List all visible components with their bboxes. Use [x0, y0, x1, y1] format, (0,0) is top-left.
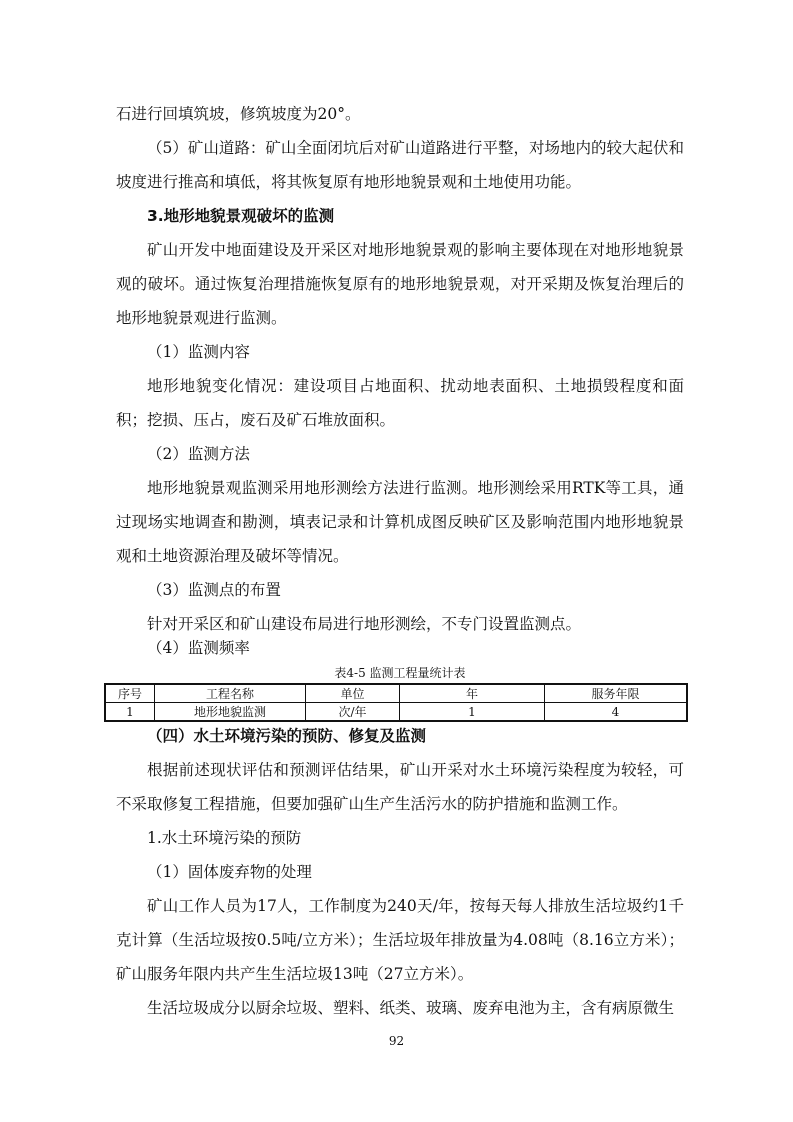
monitoring-quantity-table	[104, 683, 688, 722]
table-cell: 1	[400, 703, 545, 722]
paragraph-solid-waste: 矿山工作人员为17人，工作制度为240天/年，按每天每人排放生活垃圾约1千克计算（生活垃圾按0.5吨/立方米）；生活垃圾年排放量为4.08吨（8.16立方米）；矿山服务年限内共产生生活垃圾13吨（27立方米）。	[116, 897, 684, 983]
paragraph-backfill: 石进行回填筑坡，修筑坡度为20°。	[116, 105, 361, 123]
table-header-cell: 单位	[306, 684, 400, 703]
table-cell: 1	[105, 703, 155, 722]
paragraph-monitoring-points: 针对开采区和矿山建设布局进行地形测绘，不专门设置监测点。	[147, 615, 582, 633]
table-header-cell: 序号	[105, 684, 155, 703]
table-header-cell: 年	[400, 684, 545, 703]
section-heading-water-soil: （四）水土环境污染的预防、修复及监测	[147, 727, 427, 745]
paragraph-monitoring-method: 地形地貌景观监测采用地形测绘方法进行监测。地形测绘采用RTK等工具，通过现场实地调查和勘测，填表记录和计算机成图反映矿区及影响范围内地形地貌景观和土地资源治理及破坏等情况。	[116, 479, 684, 565]
table-header-row	[105, 684, 687, 703]
subheading-monitoring-frequency: （4）监测频率	[147, 639, 250, 657]
paragraph-monitoring-intro: 矿山开发中地面建设及开采区对地形地貌景观的影响主要体现在对地形地貌景观的破坏。通过恢复治理措施恢复原有的地形地貌景观，对开采期及恢复治理后的地形地貌景观进行监测。	[116, 241, 684, 327]
paragraph-evaluation: 根据前述现状评估和预测评估结果，矿山开采对水土环境污染程度为较轻，可不采取修复工程措施，但要加强矿山生产生活污水的防护措施和监测工作。	[116, 761, 684, 813]
subheading-solid-waste: （1）固体废弃物的处理	[147, 863, 312, 881]
table-cell: 4	[545, 703, 688, 722]
table-cell: 次/年	[306, 703, 400, 722]
paragraph-waste-composition: 生活垃圾成分以厨余垃圾、塑料、纸类、玻璃、废弃电池为主，含有病原微生	[147, 999, 675, 1017]
section-heading-monitoring: 3.地形地貌景观破坏的监测	[147, 207, 335, 225]
table-header-cell: 工程名称	[155, 684, 306, 703]
subheading-prevention: 1.水土环境污染的预防	[147, 829, 302, 847]
table-caption: 表4-5 监测工程量统计表	[334, 666, 466, 680]
page-number: 92	[388, 1034, 405, 1048]
paragraph-mine-road: （5）矿山道路：矿山全面闭坑后对矿山道路进行平整，对场地内的较大起伏和坡度进行推高和填低，将其恢复原有地形地貌景观和土地使用功能。	[116, 139, 684, 191]
subheading-monitoring-method: （2）监测方法	[147, 445, 250, 463]
subheading-monitoring-points: （3）监测点的布置	[147, 581, 281, 599]
paragraph-monitoring-content: 地形地貌变化情况：建设项目占地面积、扰动地表面积、土地损毁程度和面积；挖损、压占，废石及矿石堆放面积。	[116, 377, 684, 429]
table-cell: 地形地貌监测	[155, 703, 306, 722]
subheading-monitoring-content: （1）监测内容	[147, 343, 250, 361]
table-header-cell: 服务年限	[545, 684, 688, 703]
